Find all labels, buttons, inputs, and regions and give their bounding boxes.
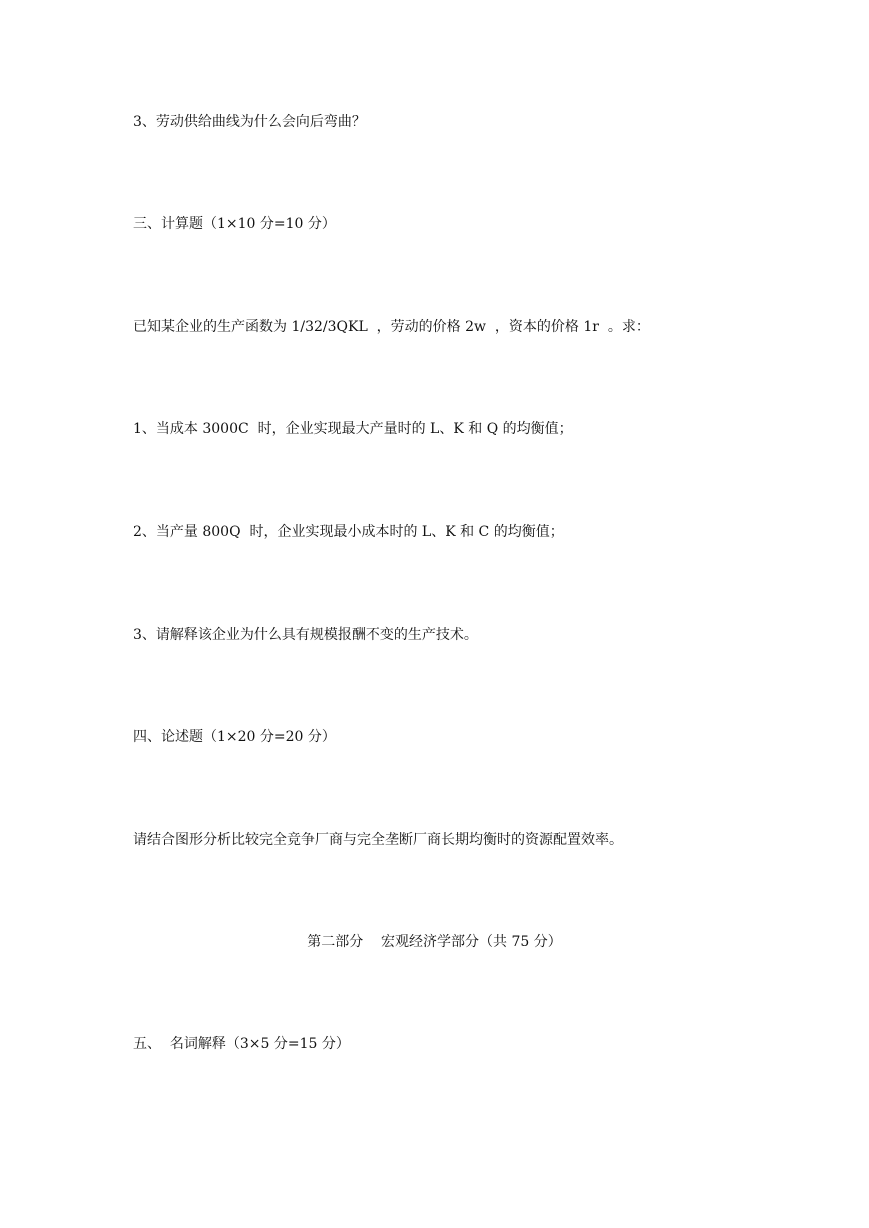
sub-question-2: 2、当产量 800Q 时，企业实现最小成本时的 L、K 和 C 的均衡值； — [133, 524, 564, 540]
question-labor-supply-curve: 3、劳动供给曲线为什么会向后弯曲？ — [133, 114, 366, 130]
essay-question: 请结合图形分析比较完全竞争厂商与完全垄断厂商长期均衡时的资源配置效率。 — [133, 832, 623, 848]
section-heading-definitions: 五、 名词解释（3×5 分=15 分） — [133, 1036, 350, 1052]
problem-statement: 已知某企业的生产函数为 1/32/3QKL ，劳动的价格 2w ，资本的价格 1r 。求： — [133, 319, 650, 335]
section-heading-essay: 四、论述题（1×20 分=20 分） — [133, 729, 336, 745]
section-heading-calculation: 三、计算题（1×10 分=10 分） — [133, 216, 336, 232]
part-heading-macroeconomics: 第二部分 宏观经济学部分（共 75 分） — [307, 934, 562, 950]
sub-question-1: 1、当成本 3000C 时，企业实现最大产量时的 L、K 和 Q 的均衡值； — [133, 421, 573, 437]
sub-question-3: 3、请解释该企业为什么具有规模报酬不变的生产技术。 — [133, 627, 478, 643]
